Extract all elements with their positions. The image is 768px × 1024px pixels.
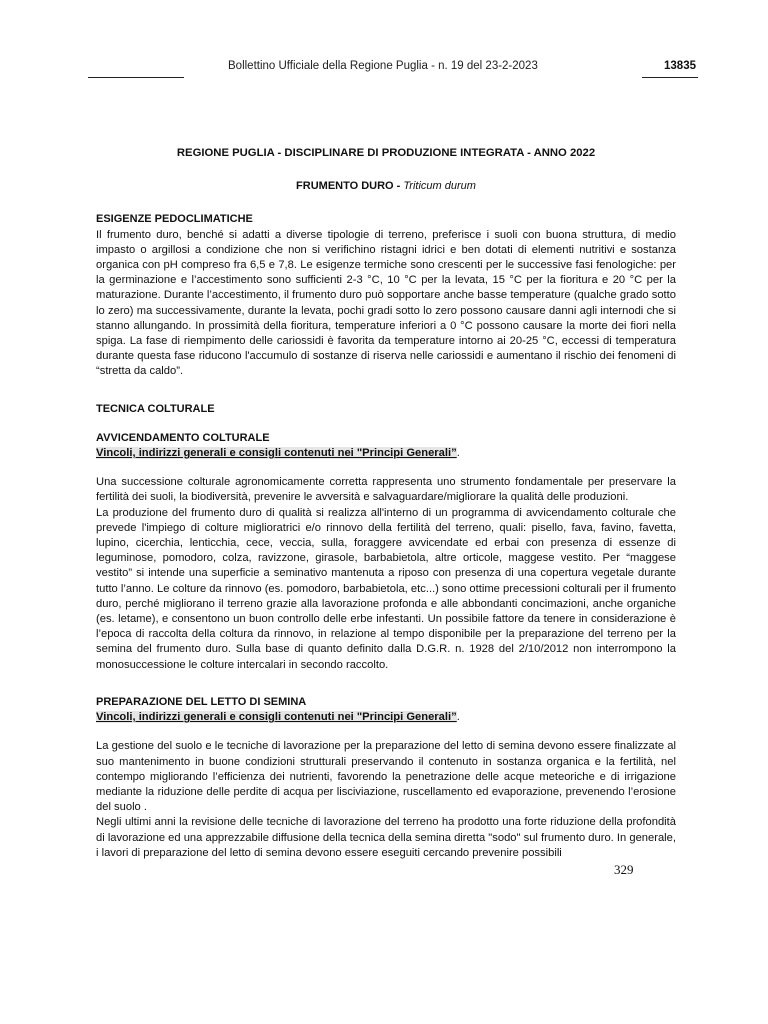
section-heading-esigenze: ESIGENZE PEDOCLIMATICHE	[96, 213, 253, 226]
section-preparazione	[96, 695, 676, 861]
crop-separator: -	[393, 180, 404, 193]
section-heading-preparazione: PREPARAZIONE DEL LETTO DI SEMINA	[96, 695, 307, 708]
vincoli-suffix: .	[456, 711, 460, 724]
document-title: REGIONE PUGLIA - DISCIPLINARE DI PRODUZIONE INTEGRATA - ANNO 2022	[176, 147, 596, 159]
bulletin-title: Bollettino Ufficiale della Regione Puglia - n. 19 del 23-2-2023	[228, 60, 538, 72]
section-avvicendamento	[96, 431, 676, 673]
section-heading-avvicendamento: AVVICENDAMENTO COLTURALE	[96, 431, 270, 444]
crop-title	[96, 179, 676, 194]
vincoli-line-avvicendamento	[96, 446, 676, 461]
vincoli-reference-avvicendamento: Vincoli, indirizzi generali e consigli contenuti nei "Principi Generali”	[96, 447, 457, 460]
header-rule-left	[88, 77, 184, 78]
section-heading-tecnica: TECNICA COLTURALE	[96, 402, 215, 415]
paragraph-preparazione-2: Negli ultimi anni la revisione delle tecniche di lavorazione del terreno ha prodotto una forte riduzione della profondità di lavorazione ed una apprezzabile diffusione della tecnica della semina diretta "sodo" sul frumento duro. In generale, i lavori di preparazione del letto di semina devono essere eseguiti cercando prevenire possibili	[96, 816, 676, 859]
vincoli-line-preparazione	[96, 710, 676, 725]
header-rule-right	[642, 77, 698, 78]
footer-page-number: 329	[614, 862, 634, 877]
paragraph-esigenze: Il frumento duro, benché si adatti a diverse tipologie di terreno, preferisce i suoli con buona struttura, di medio impasto o argillosi a condizione che non si verifichino ristagni idrici e ben dotati di elementi nutritivi e sostanza organica con pH compreso fra 6,5 e 7,8. Le esigenze termiche sono crescenti per le successive fasi fenologiche: per la germinazione e l’accestimento sono sufficienti 2-3 °C, 10 °C per la levata, 15 °C per la fioritura e 20 °C per la maturazione. Durante l’accestimento, il frumento duro può sopportare anche basse temperature (qualche grado sotto lo zero) ma successivamente, durante la levata, pochi gradi sotto lo zero possono causare danni agli internodi che si stanno allungando. In prossimità della fioritura, temperature inferiori a 0 °C possono causare la morte dei fiori nella spiga. La fase di riempimento delle cariossidi è favorita da temperature intorno ai 20-25 °C, eccessi di temperatura durante questa fase riducono l'accumulo di sostanze di riserva nelle cariossidi e aumentano il rischio dei fenomeni di “stretta da caldo”.	[96, 228, 676, 378]
crop-latin-name: Triticum durum	[403, 180, 476, 193]
paragraph-avvicendamento-1: Una successione colturale agronomicamente corretta rappresenta uno strumento fondamentale per preservare la fertilità dei suoli, la biodiversità, prevenire le avversità e salvaguardare/migliorare la qualità delle produzioni.	[96, 476, 676, 504]
vincoli-reference-preparazione: Vincoli, indirizzi generali e consigli contenuti nei "Principi Generali”	[96, 711, 457, 724]
paragraph-preparazione-1: La gestione del suolo e le tecniche di lavorazione per la preparazione del letto di semina devono essere finalizzate al suo mantenimento in buone condizioni strutturali preservando il contenuto in sostanza organica e la fertilità, nel contempo migliorando l’efficienza dei nutrienti, favorendo la penetrazione delle acque meteoriche e di irrigazione mediante la riduzione delle perdite di acqua per lisciviazione, ruscellamento ed evaporazione, prevenendo l’erosione del suolo .	[96, 740, 676, 814]
header-page-number: 13835	[664, 60, 696, 72]
document-body	[96, 146, 676, 861]
page-header	[96, 58, 696, 78]
vincoli-suffix: .	[456, 447, 460, 460]
crop-name: FRUMENTO DURO	[296, 180, 394, 193]
paragraph-avvicendamento-2: La produzione del frumento duro di qualità si realizza all'interno di un programma di avvicendamento colturale che prevede l'impiego di colture miglioratrici e/o rinnovo della fertilità del terreno, quali: pisello, fava, favino, favetta, lupino, cicerchia, lenticchia, cece, veccia, sulla, foraggere avvicendate ed erbai con presenza di essenze di leguminose, pomodoro, colza, ravizzone, girasole, barbabietola, altre orticole, maggese vestito. Per “maggese vestito” si intende una superficie a seminativo mantenuta a riposo con presenza di una copertura vegetale durante tutto l’anno. Le colture da rinnovo (es. pomodoro, barbabietola, etc...) sono ottime precessioni colturali per il frumento duro, perché migliorano il terreno grazie alla lavorazione profonda e alle abbondanti concimazioni, anche organiche (es. letame), e consentono un buon controllo delle erbe infestanti. Un possibile fattore da tenere in considerazione è l’epoca di raccolta della coltura da rinnovo, in relazione al tempo disponibile per la preparazione del terreno per la semina del frumento duro. Sulla base di quanto definito dalla D.G.R. n. 1928 del 2/10/2012 non interrompono la monosuccessione le colture intercalari in secondo raccolto.	[96, 506, 676, 671]
section-esigenze	[96, 212, 676, 379]
